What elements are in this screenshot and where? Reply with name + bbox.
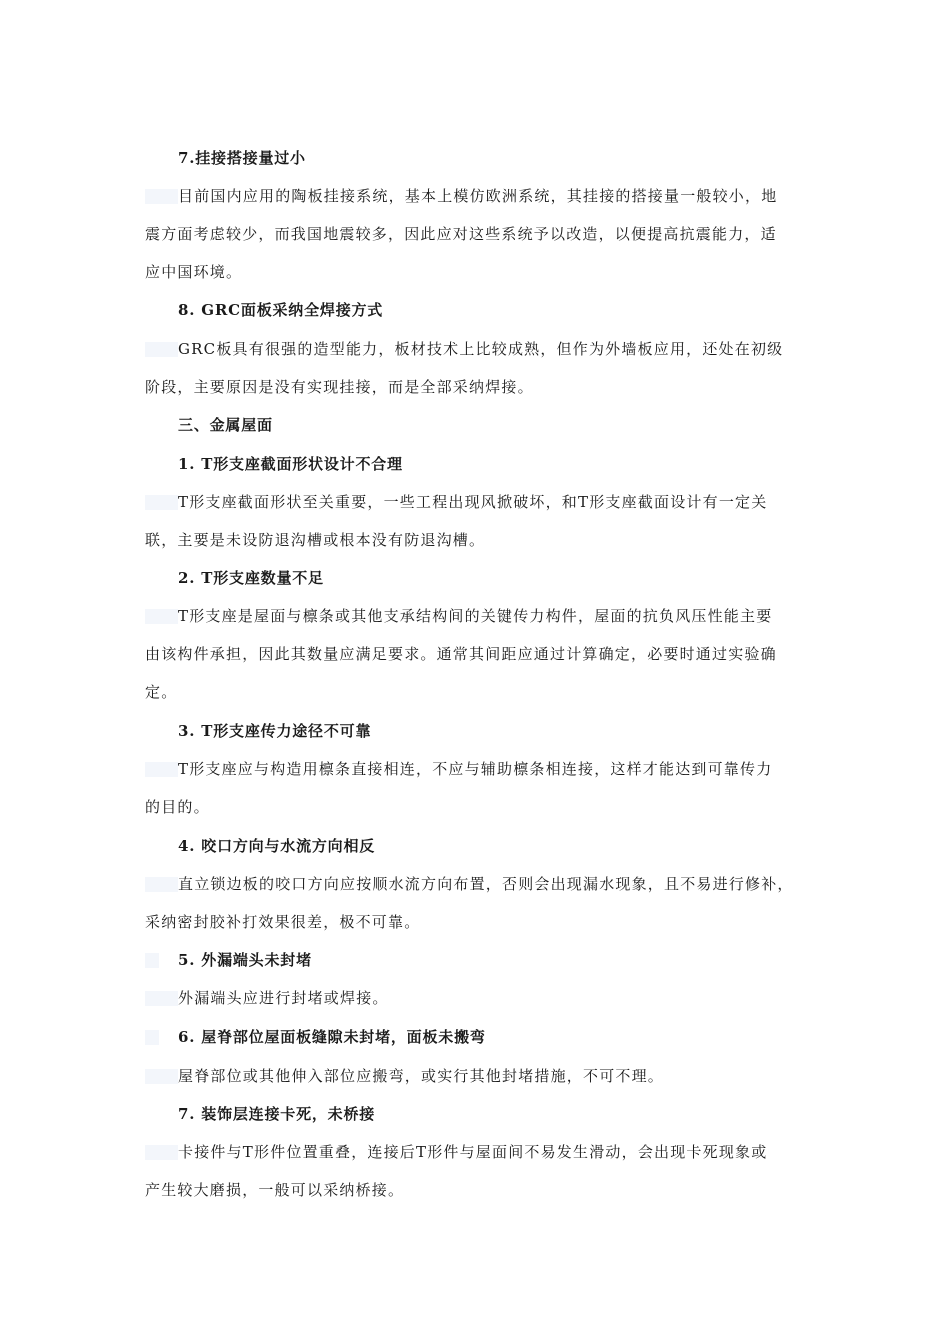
paragraph-line: 的目的。 <box>145 798 210 816</box>
heading-1-t-support-section: 1. T形支座截面形状设计不合理 <box>178 455 403 473</box>
paragraph-line: T形支座截面形状至关重要，一些工程出现风掀破坏，和T形支座截面设计有一定关 <box>145 492 767 512</box>
heading-2-t-support-quantity: 2. T形支座数量不足 <box>178 569 324 587</box>
heading-5-end-sealing: 5. 外漏端头未封堵 <box>145 950 312 970</box>
paragraph-line: 外漏端头应进行封堵或焊接。 <box>145 988 389 1008</box>
paragraph-line: 阶段，主要原因是没有实现挂接，而是全部采纳焊接。 <box>145 378 534 396</box>
paragraph-line: 由该构件承担，因此其数量应满足要求。通常其间距应通过计算确定，必要时通过实验确 <box>145 645 777 663</box>
paragraph-line: 联，主要是未设防退沟槽或根本没有防退沟槽。 <box>145 531 486 549</box>
heading-8-grc-welding: 8. GRC面板采纳全焊接方式 <box>178 301 384 319</box>
heading-7-decorative-layer: 7. 装饰层连接卡死，未桥接 <box>178 1105 376 1123</box>
paragraph-line: 采纳密封胶补打效果很差，极不可靠。 <box>145 913 421 931</box>
heading-6-ridge-gap: 6. 屋脊部位屋面板缝隙未封堵，面板未搬弯 <box>145 1027 486 1047</box>
paragraph-line: T形支座应与构造用檩条直接相连，不应与辅助檩条相连接，这样才能达到可靠传力 <box>145 759 772 779</box>
paragraph-line: T形支座是屋面与檩条或其他支承结构间的关键传力构件，屋面的抗负风压性能主要 <box>145 606 772 626</box>
paragraph-line: 屋脊部位或其他伸入部位应搬弯，或实行其他封堵措施，不可不理。 <box>145 1066 664 1086</box>
paragraph-line: 产生较大磨损，一般可以采纳桥接。 <box>145 1181 405 1199</box>
heading-3-load-path: 3. T形支座传力途径不可靠 <box>178 722 372 740</box>
paragraph-line: 卡接件与T形件位置重叠，连接后T形件与屋面间不易发生滑动，会出现卡死现象或 <box>145 1142 767 1162</box>
section-heading-metal-roof: 三、金属屋面 <box>178 416 273 434</box>
heading-4-seam-direction: 4. 咬口方向与水流方向相反 <box>178 837 376 855</box>
paragraph-line: 应中国环境。 <box>145 263 243 281</box>
heading-7-hanging-overlap: 7.挂接搭接量过小 <box>178 149 306 167</box>
paragraph-line: 直立锁边板的咬口方向应按顺水流方向布置，否则会出现漏水现象，且不易进行修补， <box>145 874 794 894</box>
paragraph-line: 目前国内应用的陶板挂接系统，基本上模仿欧洲系统，其挂接的搭接量一般较小，地 <box>145 186 777 206</box>
paragraph-line: 震方面考虑较少，而我国地震较多，因此应对这些系统予以改造，以便提高抗震能力，适 <box>145 225 777 243</box>
paragraph-line: 定。 <box>145 683 178 701</box>
paragraph-line: GRC板具有很强的造型能力，板材技术上比较成熟，但作为外墙板应用，还处在初级 <box>145 339 783 359</box>
